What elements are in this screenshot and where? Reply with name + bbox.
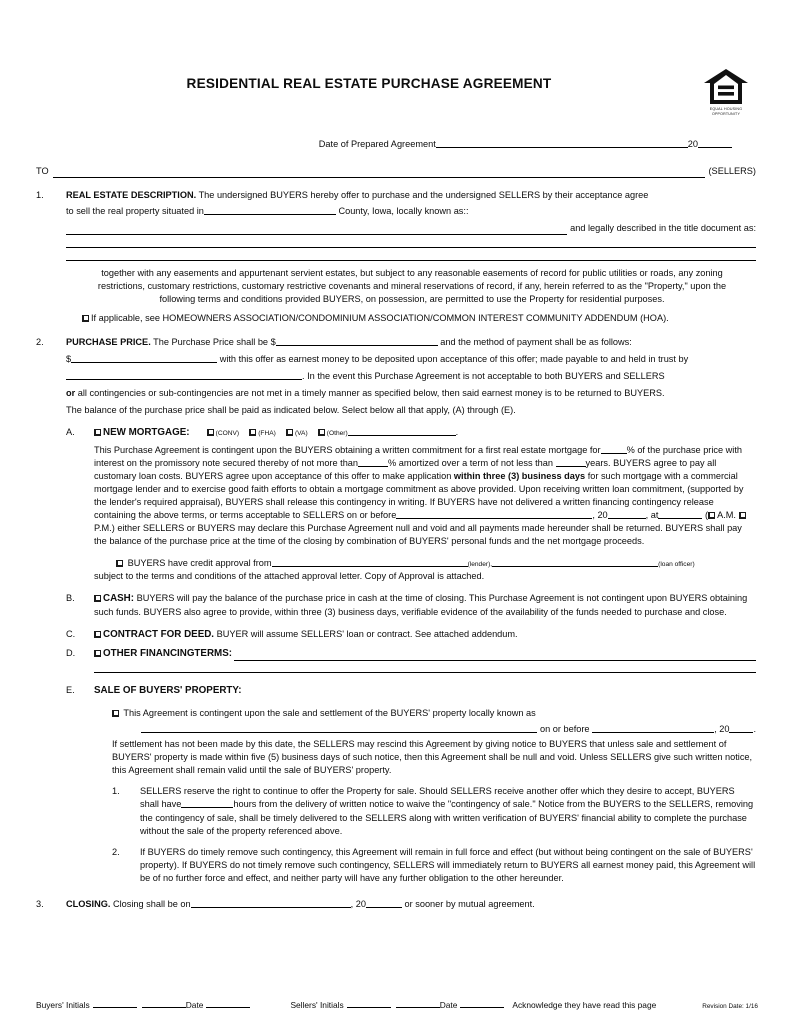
option-d-letter: D. — [66, 648, 76, 659]
option-a-text-5: for such mortgage with a commercial mortgage lender and to exercise good faith efforts to obtain a mortgage commitment as above provided. Upon receiving written loan commitment, (supported by the lender's required appraisal), BUYERS shall release this contingency in writing. If BUYERS have not delivered a written financing contingency release containing the above terms, or terms acceptable to SELLERS on or before — [94, 470, 744, 521]
contingency-release-time-input[interactable] — [658, 510, 702, 519]
fha-checkbox[interactable] — [249, 429, 256, 436]
section-1-county-pre: to sell the real property situated in — [66, 206, 204, 217]
option-e-item-2-number: 2. — [112, 846, 120, 857]
option-e-contingency-block — [94, 707, 756, 777]
option-e-item-1-body — [140, 785, 756, 837]
section-1-county-post: County, Iowa, locally known as:: — [338, 206, 469, 217]
loan-officer-label: (loan officer) — [658, 561, 695, 569]
lender-label: (lender), — [467, 561, 493, 569]
option-e-checkbox-row — [112, 707, 756, 720]
cash-checkbox[interactable] — [94, 595, 101, 602]
section-2-line-1 — [66, 336, 756, 349]
legal-description-input-line-1[interactable] — [66, 247, 756, 248]
purchase-price-pre: The Purchase Price shall be $ — [153, 336, 276, 347]
other-financing-terms-input-line-2[interactable] — [94, 672, 756, 673]
am-checkbox[interactable] — [708, 512, 715, 519]
option-e-address-row: on or before , 20 . — [94, 723, 756, 736]
earnest-money-post: with this offer as earnest money to be deposited upon acceptance of this offer; made payable to and held in trust by — [219, 353, 689, 364]
option-a-year-prefix: , 20 — [592, 510, 608, 521]
va-label: (VA) — [294, 429, 308, 437]
lender-name-input-line[interactable] — [272, 558, 468, 567]
option-e-heading: SALE OF BUYERS' PROPERTY: — [94, 685, 242, 697]
other-financing-terms-input-line-1[interactable] — [234, 649, 756, 661]
va-checkbox[interactable] — [286, 429, 293, 436]
property-address-input-line[interactable] — [66, 223, 567, 235]
settlement-year-input[interactable] — [729, 724, 753, 733]
closing-date-input-line[interactable] — [191, 898, 351, 907]
to-label: TO — [36, 166, 49, 177]
closing-year-input-line[interactable] — [366, 898, 402, 907]
date-year-prefix: 20 — [687, 139, 698, 149]
option-e-items — [94, 785, 756, 884]
option-e-year-prefix: , 20 — [714, 724, 730, 735]
section-1-paragraph: together with any easements and appurtenant servient estates, but subject to any reasonable easements of record for public utilities or roads, any zoning restrictions, customary restrictions, customary restrictive covenants and mineral reservations of record, if any, herein referred to as the "Property," upon the following terms and conditions provided BUYERS, on possession, are permitted to use the Property for residential purposes. — [97, 268, 727, 305]
section-real-estate-description — [36, 189, 756, 261]
conv-checkbox[interactable] — [207, 429, 214, 436]
option-d-body — [94, 647, 756, 673]
pm-label: P.M. — [94, 523, 112, 534]
option-a-heading: NEW MORTGAGE: — [103, 426, 190, 438]
section-3-heading: CLOSING. — [66, 898, 111, 909]
hoa-checkbox[interactable] — [82, 315, 89, 322]
sellers-initials-label: Sellers' Initials — [290, 1000, 344, 1011]
closing-year-prefix: , 20 — [350, 898, 366, 909]
county-input-line[interactable] — [204, 206, 336, 215]
section-1-line-1 — [66, 189, 756, 202]
contingency-release-year-input[interactable] — [608, 510, 646, 519]
date-label: Date of Prepared Agreement — [318, 139, 436, 149]
option-e-checkbox-text: This Agreement is contingent upon the sale and settlement of the BUYERS' property locally known as — [123, 708, 536, 719]
option-b-body — [94, 592, 756, 619]
contingency-release-date-input[interactable] — [396, 510, 592, 519]
credit-approval-pre: BUYERS have credit approval from — [127, 558, 272, 569]
house-icon — [703, 68, 749, 106]
section-1-line-3 — [66, 222, 756, 235]
section-3-body — [66, 898, 756, 911]
section-1-intro: The undersigned BUYERS hereby offer to purchase and the undersigned SELLERS by their acceptance agree — [198, 190, 649, 201]
document-header — [36, 74, 756, 136]
credit-approval-post: subject to the terms and conditions of the attached approval letter. Copy of Approval is attached. — [94, 571, 485, 582]
option-a-at-label: , at — [645, 510, 659, 521]
date-of-prepared-agreement-row — [36, 138, 756, 151]
sellers-date-input[interactable] — [460, 999, 504, 1008]
credit-approval-checkbox[interactable] — [116, 560, 123, 567]
option-a-heading-row: NEW MORTGAGE: (CONV) (FHA) (VA) (Other) . — [94, 426, 756, 440]
option-a-bold-within: within — [453, 470, 481, 481]
legal-description-input-line-2[interactable] — [66, 260, 756, 261]
option-c-letter: C. — [66, 629, 76, 640]
option-a-bold-three-days: three (3) business days — [483, 470, 586, 481]
closing-pre: Closing shall be on — [112, 898, 191, 909]
option-c-text: BUYER will assume SELLERS' loan or contract. See attached addendum. — [216, 629, 518, 640]
other-financing-terms-checkbox[interactable] — [94, 650, 101, 657]
option-c-body — [94, 628, 756, 642]
option-a-letter: A. — [66, 426, 75, 437]
sellers-name-input-line[interactable] — [53, 166, 705, 178]
buyers-initials-label: Buyers' Initials — [36, 1000, 90, 1011]
conv-label: (CONV) — [215, 429, 240, 437]
sale-contingency-checkbox[interactable] — [112, 710, 119, 717]
page-footer — [36, 999, 758, 1012]
to-sellers-row — [36, 165, 756, 178]
sellers-date-label: Date — [439, 1000, 458, 1011]
mortgage-term-years-input[interactable] — [556, 457, 586, 466]
option-a-paragraph: This Purchase Agreement is contingent upon the BUYERS obtaining a written commitment for a first real estate mortgage for % of the purchase price with interest on the promissory note secured thereby of not more than % amortized over a term of not less than years. BUYERS agree to pay all customary loan costs. BUYERS agree upon acceptance of this offer to make application within three (3) business days for such mortgage with a commercial mortgage lender and to exercise good faith efforts to obtain a mortgage commitment as above provided. Upon receiving written loan commitment, (supported by the lender's required appraisal), BUYERS shall release this contingency in writing. If BUYERS have not delivered a written financing contingency release containing the above terms, or terms acceptable to SELLERS on or before , 20 , at ( A.M. P.M.) either SELLERS or BUYERS may declare this Purchase Agreement null and void and all payments made hereunder shall be returned. BUYERS shall pay the balance of the purchase price at the time of the closing by combination of BUYERS' personal funds and the net mortgage proceeds. — [94, 444, 756, 549]
hoa-addendum-row — [36, 312, 756, 325]
date-input-line[interactable] — [436, 139, 688, 148]
equal-housing-opportunity-logo — [696, 68, 756, 117]
option-a-text-2: % of the purchase price with interest on the promissory note secured thereby of not more than — [94, 444, 743, 468]
earnest-money-input-line[interactable] — [71, 353, 217, 362]
section-3-number: 3. — [36, 898, 44, 909]
settlement-date-input[interactable] — [592, 724, 714, 733]
option-e-paragraph: If settlement has not been made by this date, the SELLERS may rescind this Agreement by giving notice to BUYERS that unless sale and settlement of BUYERS' property is made within five (5) business days of such notice, then this Agreement shall be null and void. Unless SELLERS give such written notice, this Agreement shall remain valid until the sale of BUYERS' property. — [112, 739, 753, 776]
option-e-item-1-text-2: hours from the delivery of written notice to waive the "contingency of sale." Notice from the BUYERS to the SELLERS, removing the contingency of sale, shall be timely delivered to the SELLERS along with written verification of BUYERS' financial ability to complete the purchase without the sale of the property referenced above. — [140, 799, 754, 836]
option-e-letter: E. — [66, 685, 75, 696]
buyer-2-initials-input[interactable] — [142, 999, 186, 1008]
option-b-letter: B. — [66, 593, 75, 604]
option-b-cash — [66, 592, 756, 619]
seller-1-initials-input[interactable] — [347, 999, 391, 1008]
revision-date-label: Revision Date: 1/16 — [702, 1003, 758, 1011]
mortgage-percent-input-2[interactable] — [358, 457, 388, 466]
on-or-before-label: on or before — [540, 724, 590, 735]
option-a-text-1: This Purchase Agreement is contingent upon the BUYERS obtaining a written commitment for a first real estate mortgage for — [94, 444, 601, 455]
buyers-date-input[interactable] — [206, 999, 250, 1008]
new-mortgage-checkbox[interactable] — [94, 429, 101, 436]
buyers-date-label: Date — [185, 1000, 204, 1011]
section-2-contingencies-text: all contingencies or sub-contingencies are not met in a timely manner as specified below, then said earnest money is to be returned to BUYERS. — [77, 387, 665, 398]
section-closing — [36, 898, 756, 911]
credit-approval-block — [94, 557, 756, 583]
other-label: (Other) — [326, 429, 348, 437]
closing-post: or sooner by mutual agreement. — [404, 898, 535, 909]
option-a-text-6: ) either SELLERS or BUYERS may declare this Purchase Agreement null and void and all payments made hereunder shall be returned. BUYERS shall pay the balance of the purchase price at the time of the closing by combination of BUYERS' personal funds and the net mortgage proceeds. — [94, 523, 742, 547]
option-a-text-3: % amortized over a term of not less than — [388, 457, 553, 468]
option-a-body — [94, 426, 756, 584]
page-title: RESIDENTIAL REAL ESTATE PURCHASE AGREEMENT — [186, 76, 552, 91]
credit-approval-row — [116, 557, 756, 570]
section-2-heading: PURCHASE PRICE. — [66, 336, 151, 347]
buyers-property-address-input[interactable] — [141, 724, 537, 733]
loan-officer-input-line[interactable] — [492, 558, 658, 567]
section-1-body — [66, 189, 756, 261]
option-e-item-2 — [112, 846, 756, 885]
acknowledge-label: Acknowledge they have read this page — [512, 1000, 657, 1011]
option-e-item-2-body: If BUYERS do timely remove such contingency, this Agreement will remain in full force and effect (but without being contingent on the sale of BUYERS' property). If BUYERS do not timely remove such contingency, SELLERS will immediately return to BUYERS all earnest money paid, this Agreement will be of no further force and effect, and neither party will have any further obligation to the other hereunder. — [140, 846, 756, 883]
option-e-sale-of-buyers-property — [66, 684, 756, 885]
option-d-heading: OTHER FINANCINGTERMS: — [103, 648, 232, 660]
option-b-text: BUYERS will pay the balance of the purchase price in cash at the time of closing. This Purchase Agreement is not contingent upon BUYERS obtaining such funds. BUYERS also agree to provide, within three (3) business days, verifiable evidence of the availability of the funds needed to purchase and close. — [94, 593, 748, 618]
seller-2-initials-input[interactable] — [396, 999, 440, 1008]
section-1-number: 1. — [36, 190, 44, 201]
section-purchase-price — [36, 336, 756, 417]
pm-checkbox[interactable] — [739, 512, 746, 519]
waive-contingency-hours-input[interactable] — [181, 799, 233, 808]
purchase-price-input-line[interactable] — [276, 336, 438, 345]
other-financing-checkbox[interactable] — [318, 429, 325, 436]
option-e-item-1 — [112, 785, 756, 837]
fha-label: (FHA) — [258, 429, 276, 437]
logo-caption-line2: OPPORTUNITY — [711, 112, 741, 117]
other-financing-input-line[interactable] — [348, 426, 456, 435]
buyer-1-initials-input[interactable] — [93, 999, 137, 1008]
section-2-or-bold: or — [66, 387, 76, 398]
section-2-line-3 — [66, 370, 756, 383]
section-2-line-5: The balance of the purchase price shall be paid as indicated below. Select below all that apply, (A) through (E). — [66, 404, 516, 415]
section-2-number: 2. — [36, 336, 44, 347]
section-2-body — [66, 336, 756, 417]
option-e-body — [94, 684, 756, 885]
date-year-input-line[interactable] — [698, 139, 732, 148]
section-1-line-2 — [66, 205, 756, 218]
financing-options — [36, 426, 756, 885]
option-e-item-1-text-1: SELLERS reserve the right to continue to offer the Property for sale. Should SELLERS receive another offer which they desire to accept, BUYERS shall have — [140, 786, 735, 810]
option-a-text-4: years. BUYERS agree to pay all customary loan costs. BUYERS agree upon acceptance of this offer to make application — [94, 457, 717, 481]
option-a-new-mortgage — [66, 426, 756, 584]
earnest-money-dollar: $ — [66, 353, 72, 364]
section-2-line-4 — [66, 387, 756, 400]
page-content — [36, 0, 756, 911]
section-1-legal-desc-label: and legally described in the title document as: — [570, 223, 756, 234]
purchase-price-post: and the method of payment shall be as follows: — [440, 336, 632, 347]
section-1-heading: REAL ESTATE DESCRIPTION. — [66, 190, 197, 201]
logo-caption-line1: EQUAL HOUSING — [709, 107, 743, 111]
option-b-heading: CASH: — [103, 593, 135, 605]
section-2-line-2 — [66, 353, 756, 366]
contract-for-deed-checkbox[interactable] — [94, 631, 101, 638]
option-c-contract-for-deed — [66, 628, 756, 642]
option-c-heading: CONTRACT FOR DEED. — [103, 629, 215, 641]
mortgage-percent-input-1[interactable] — [601, 444, 627, 453]
sellers-label: (SELLERS) — [708, 166, 756, 177]
earnest-money-trust-post: . In the event this Purchase Agreement is not acceptable to both BUYERS and SELLERS — [302, 370, 665, 381]
option-e-item-1-number: 1. — [112, 786, 120, 797]
trust-holder-input-line[interactable] — [66, 370, 302, 379]
option-d-other-financing — [66, 647, 756, 673]
hoa-label: If applicable, see HOMEOWNERS ASSOCIATION/CONDOMINIUM ASSOCIATION/COMMON INTEREST COMMUNITY ADDENDUM (HOA). — [91, 312, 669, 323]
am-label: A.M. — [717, 510, 736, 521]
